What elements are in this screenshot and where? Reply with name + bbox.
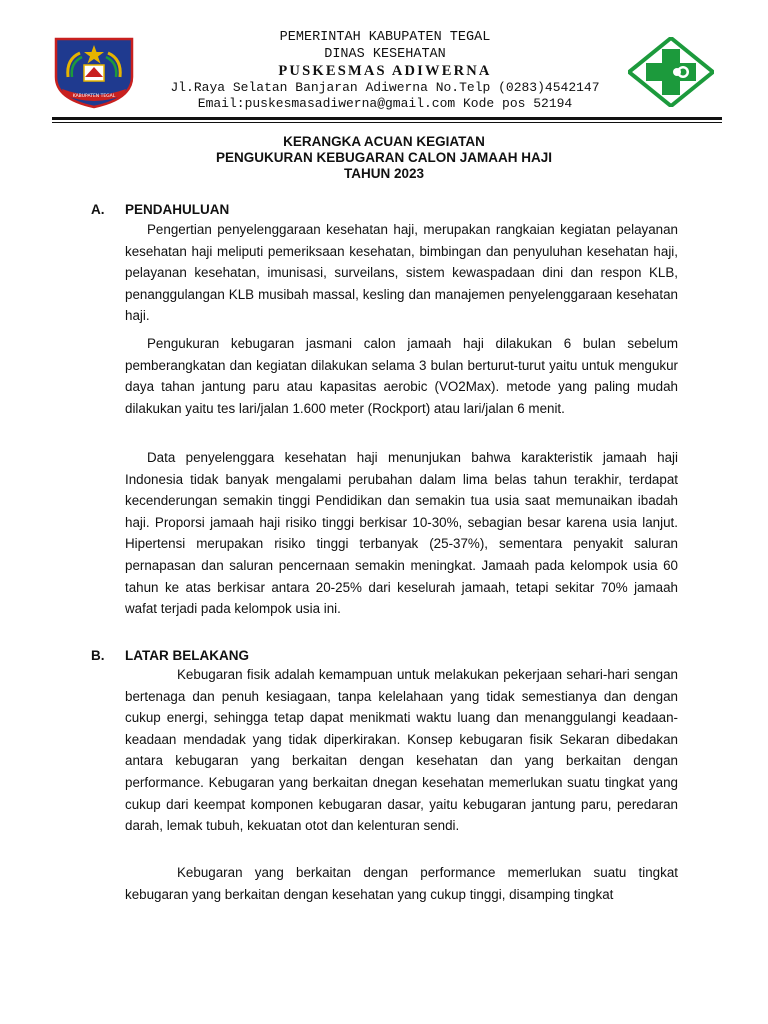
letterhead-text [140,30,630,113]
puskesmas-cross-logo-icon [628,37,714,107]
title-line-2: PENGUKURAN KEBUGARAN CALON JAMAAH HAJI [215,150,552,165]
section-a-letter: A. [91,202,105,217]
document-title [0,134,768,182]
letterhead-rule-thin [52,122,722,123]
puskesmas-name: PUSKESMAS ADIWERNA [278,63,492,79]
paragraph: Pengertian penyelenggaraan kesehatan haji, merupakan rangkaian kegiatan pelayanan kesehatan haji meliputi pemeriksaan kesehatan, bimbingan dan penyuluhan kesehatan haji, pelayanan kesehatan, imunisasi, surveilans, sistem kewaspadaan dini dan respon KLB, penanggulangan KLB musibah massal, kesling dan manajemen penyelenggaraan kesehatan haji. [125,222,678,324]
letterhead-rule [52,117,722,120]
title-line-3: TAHUN 2023 [343,166,425,181]
letterhead [0,0,768,130]
gov-name: PEMERINTAH KABUPATEN TEGAL [279,30,491,45]
kabupaten-tegal-emblem-icon [52,37,136,109]
section-a-heading [91,202,229,217]
section-a-title: PENDAHULUAN [125,202,230,217]
emblem-caption: KABUPATEN TEGAL [72,94,116,99]
email-line: Email:puskesmasadiwerna@gmail.com Kode pos 52194 [197,96,573,111]
paragraph: Pengukuran kebugaran jasmani calon jamaah haji dilakukan 6 bulan sebelum pemberangkatan dan kegiatan dilakukan selama 3 bulan berturut-turut yaitu untuk mengukur daya tahan jantung paru atau kapasitas aerobic (VO2Max). metode yang paling mudah dilakukan yaitu tes lari/jalan 1.600 meter (Rockport) atau lari/jalan 6 menit. [125,336,678,416]
office-name: DINAS KESEHATAN [324,46,446,62]
title-line-1: KERANGKA ACUAN KEGIATAN [283,134,485,149]
paragraph: Kebugaran yang berkaitan dengan performance memerlukan suatu tingkat kebugaran yang berkaitan dengan kesehatan yang cukup tinggi, disamping tingkat [125,865,678,902]
section-b-title: LATAR BELAKANG [125,648,249,663]
address-line: Jl.Raya Selatan Banjaran Adiwerna No.Telp (0283)4542147 [170,79,600,95]
section-b-heading [91,648,249,663]
paragraph: Data penyelenggara kesehatan haji menunjukan bahwa karakteristik jamaah haji Indonesia tidak banyak mengalami perubahan dalam lima belas tahun terakhir, terdapat kecenderungan semakin tinggi Pendidikan dan semakin tua usia saat memunaikan ibadah haji. Proporsi jamaah haji risiko tinggi berkisar 10-30%, sebagian besar karena usia lanjut. Hipertensi merupakan risiko tinggi terbanyak (25-37%), sementara penyakit saluran pernapasan dan saluran pencernaan semakin meningkat. Jamaah pada kelompok usia 60 tahun ke atas berkisar antara 20-25% dari keselurah jamaah, tetapi sekitar 70% jamaah wafat terjadi pada kelompok usia ini. [125,450,678,617]
paragraph: Kebugaran fisik adalah kemampuan untuk melakukan pekerjaan sehari-hari sengan bertenaga dan penuh kesiagaan, tanpa kelelahaan yang tidak semestianya dan dengan cukup energi, sehingga tetap dapat menikmati waktu luang dan menanggulangi keadaan-keadaan mendadak yang tidak diperkirakan. Konsep kebugaran fisik Sekaran dibedakan antara kebugaran yang berkaitan dengan kesehatan dan yang berkaitan dengan performance. Kebugaran yang berkaitan dnegan kesehatan memerlukan suatu tingkat yang cukup dari keempat komponen kebugaran dasar, yaitu kebugaran jantung paru, peredaran darah, lemak tubuh, kekuatan otot dan kelenturan sendi. [125,667,678,834]
section-b-letter: B. [91,648,105,663]
